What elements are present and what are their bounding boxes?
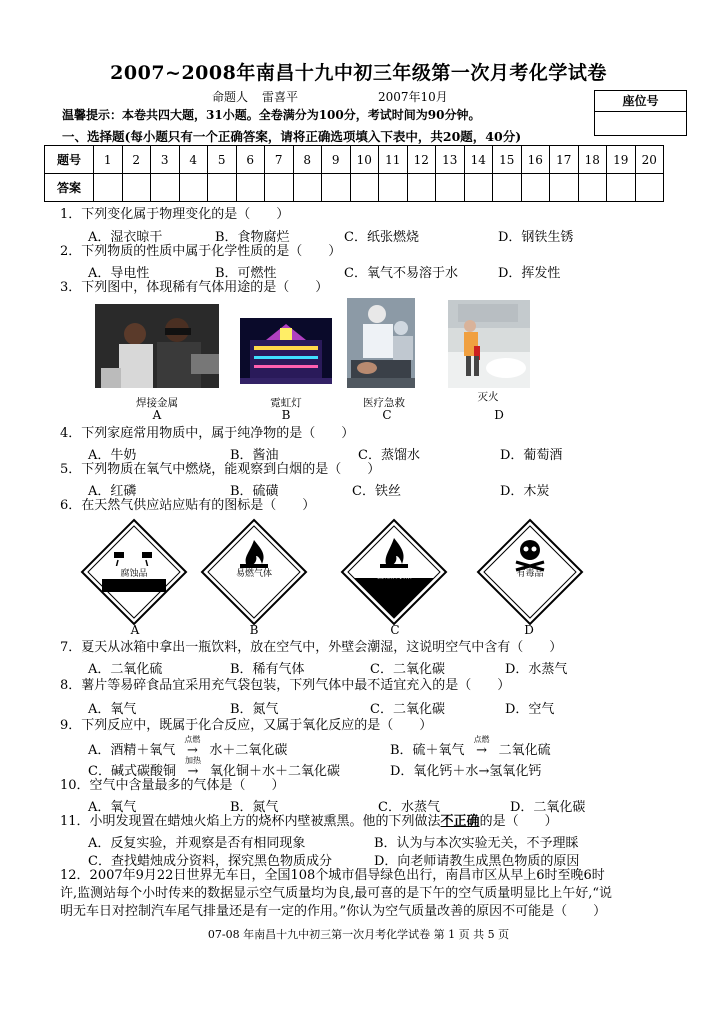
question-10-stem: 10．空气中含量最多的气体是（ ） <box>60 778 285 793</box>
q7-option-c: C．二氧化碳 <box>370 662 445 677</box>
page-title: 2007~2008年南昌十九中初三年级第一次月考化学试卷 <box>110 62 607 84</box>
fire-extinguishing-photo <box>448 300 530 388</box>
answer-cell[interactable] <box>521 174 550 202</box>
sign-c-label: 自燃物品 <box>375 571 412 581</box>
q11-option-a: A．反复实验，并观察是否有相同现象 <box>88 836 306 851</box>
question-12-line-2: 许,监测站每个小时传来的数据显示空气质量均为良,最可喜的是下午的空气质量明显比上午好,“说 <box>60 886 613 901</box>
page-footer: 07-08 年南昌十九中初三第一次月考化学试卷 第 1 页 共 5 页 <box>207 928 510 941</box>
q1-option-b: B．食物腐烂 <box>215 230 290 245</box>
author-name: 雷喜平 <box>262 90 299 104</box>
q3-label-c: C <box>382 408 392 422</box>
q5-option-a: A．红磷 <box>88 484 137 499</box>
question-number-cell: 4 <box>179 146 208 174</box>
q10-option-c: C．水蒸气 <box>378 800 440 815</box>
seat-number-box[interactable] <box>594 90 687 136</box>
q5-option-d: D．木炭 <box>500 484 550 499</box>
question-number-cell: 9 <box>322 146 351 174</box>
q10-option-d: D．二氧化碳 <box>510 800 586 815</box>
welding-photo <box>95 304 219 388</box>
neon-light-photo <box>240 318 332 384</box>
q3-label-a: A <box>152 408 162 422</box>
question-9-stem: 9．下列反应中，既属于化合反应，又属于氧化反应的是（ ） <box>60 718 433 733</box>
question-6-stem: 6．在天然气供应站应贴有的图标是（ ） <box>60 498 316 513</box>
q7-option-b: B．稀有气体 <box>230 662 305 677</box>
question-number-cell: 11 <box>379 146 408 174</box>
q9-option-d <box>390 760 541 779</box>
q11-stem-post: 的是（ ） <box>479 814 558 829</box>
sign-a-label: 腐蚀品 <box>102 566 166 579</box>
answer-cell[interactable] <box>94 174 123 202</box>
q5-option-c: C．铁丝 <box>352 484 401 499</box>
answer-cell[interactable] <box>379 174 408 202</box>
caption-fire: 灭火 <box>477 391 499 403</box>
question-number-cell: 15 <box>493 146 522 174</box>
q5-option-b: B．硫磺 <box>230 484 279 499</box>
question-number-cell: 13 <box>436 146 465 174</box>
q11-option-b: B．认为与本次实验无关，不予理睬 <box>374 836 579 851</box>
question-number-cell: 14 <box>464 146 493 174</box>
seat-number-label: 座位号 <box>595 91 686 112</box>
answer-cell[interactable] <box>293 174 322 202</box>
q2-option-c: C．氧气不易溶于水 <box>344 266 458 281</box>
answer-cell[interactable] <box>407 174 436 202</box>
answer-row-label: 答案 <box>45 174 94 202</box>
exam-date: 2007年10月 <box>378 90 448 104</box>
answer-table-answer-row <box>45 174 664 202</box>
question-number-cell: 6 <box>236 146 265 174</box>
q6-label-c: C <box>390 623 400 637</box>
answer-cell[interactable] <box>236 174 265 202</box>
q4-option-a: A．牛奶 <box>88 448 137 463</box>
q11-option-d: D．向老师请教生成黑色物质的原因 <box>374 854 580 869</box>
q11-stem-pre: 11．小明发现置在蜡烛火焰上方的烧杯内壁被熏黑。他的下列做法 <box>60 814 441 829</box>
sign-b-label: 易燃气体 <box>235 569 272 579</box>
caption-medical: 医疗急救 <box>363 397 405 409</box>
q8-option-a: A．氧气 <box>88 702 137 717</box>
q9-option-b <box>390 735 551 758</box>
q2-option-a: A．导电性 <box>88 266 150 281</box>
question-number-cell: 8 <box>293 146 322 174</box>
q10-option-a: A．氧气 <box>88 800 137 815</box>
q9-b-condition: 点燃 <box>473 735 490 744</box>
q6-label-a: A <box>130 623 140 637</box>
answer-cell[interactable] <box>265 174 294 202</box>
q8-option-b: B．氮气 <box>230 702 279 717</box>
q9-c-arrow: 加热 → <box>176 764 210 779</box>
question-3-stem: 3．下列图中，体现稀有气体用途的是（ ） <box>60 280 329 295</box>
question-number-cell: 1 <box>94 146 123 174</box>
q1-option-c: C．纸张燃烧 <box>344 230 419 245</box>
q11-option-c: C．查找蜡烛成分资料，探究黑色物质成分 <box>88 854 332 869</box>
section-1-heading: 一、选择题(每小题只有一个正确答案，请将正确选项填入下表中，共20题，40分) <box>62 129 522 144</box>
q4-option-c: C．蒸馏水 <box>358 448 420 463</box>
q2-option-d: D．挥发性 <box>498 266 561 281</box>
q9-b-arrow: 点燃 → <box>465 743 499 758</box>
q9-c-reactants: C．碱式碳酸铜 <box>88 764 176 779</box>
question-number-cell: 19 <box>607 146 636 174</box>
answer-cell[interactable] <box>322 174 351 202</box>
question-12-line-3: 明无车日对控制汽车尾气排量还是有一定的作用。”你认为空气质量改善的原因不可能是（ ） <box>60 904 607 919</box>
q9-b-products: 二氧化硫 <box>498 743 551 758</box>
answer-table <box>44 145 664 202</box>
sign-d-label: 有毒品 <box>516 569 544 579</box>
q11-stem-emphasis: 不正确 <box>440 814 480 829</box>
exam-tip: 温馨提示：本卷共四大题，31小题。全卷满分为100分，考试时间为90分钟。 <box>62 108 481 122</box>
answer-cell[interactable] <box>550 174 579 202</box>
question-number-cell: 10 <box>350 146 379 174</box>
question-7-stem: 7．夏天从冰箱中拿出一瓶饮料，放在空气中，外壁会潮湿，这说明空气中含有（ ） <box>60 640 563 655</box>
question-number-cell: 7 <box>265 146 294 174</box>
author-label: 命题人 <box>212 90 249 104</box>
question-8-stem: 8．薯片等易碎食品宜采用充气袋包装，下列气体中最不适宜充入的是（ ） <box>60 678 511 693</box>
question-4-stem: 4．下列家庭常用物质中，属于纯净物的是（ ） <box>60 426 355 441</box>
q4-option-b: B．酱油 <box>230 448 279 463</box>
q8-option-c: C．二氧化碳 <box>370 702 445 717</box>
q9-a-condition: 点燃 <box>184 735 201 744</box>
question-number-cell: 2 <box>122 146 151 174</box>
q8-option-d: D．空气 <box>505 702 555 717</box>
q3-label-b: B <box>281 408 291 422</box>
answer-cell[interactable] <box>122 174 151 202</box>
answer-cell[interactable] <box>151 174 180 202</box>
medical-emergency-photo <box>347 298 415 388</box>
q9-d-reactants: D．氧化钙＋水 <box>390 764 479 779</box>
answer-cell[interactable] <box>578 174 607 202</box>
number-row-label: 题号 <box>45 146 94 174</box>
q7-option-d: D．水蒸气 <box>505 662 568 677</box>
answer-cell[interactable] <box>436 174 465 202</box>
question-number-cell: 3 <box>151 146 180 174</box>
q4-option-d: D．葡萄酒 <box>500 448 563 463</box>
question-12-line-1: 12．2007年9月22日世界无车日，全国108个城市倡导绿色出行，南昌市区从早上6时至晚6时 <box>60 868 605 883</box>
question-number-cell: 20 <box>635 146 664 174</box>
question-1-stem: 1．下列变化属于物理变化的是（ ） <box>60 207 290 222</box>
question-5-stem: 5．下列物质在氧气中燃烧，能观察到白烟的是（ ） <box>60 462 381 477</box>
caption-welding: 焊接金属 <box>136 397 178 409</box>
q9-c-products: 氧化铜＋水＋二氧化碳 <box>209 764 340 779</box>
question-11-stem <box>60 813 558 831</box>
q9-a-arrow: 点燃 → <box>175 743 209 758</box>
question-number-cell: 5 <box>208 146 237 174</box>
caption-neon: 霓虹灯 <box>270 397 302 409</box>
question-number-cell: 12 <box>407 146 436 174</box>
answer-cell[interactable] <box>607 174 636 202</box>
q6-label-d: D <box>524 623 534 637</box>
question-number-cell: 17 <box>550 146 579 174</box>
q9-a-products: 水＋二氧化碳 <box>209 743 288 758</box>
question-number-cell: 16 <box>521 146 550 174</box>
answer-cell[interactable] <box>208 174 237 202</box>
q6-label-b: B <box>249 623 259 637</box>
q9-b-reactants: B．硫＋氧气 <box>390 743 465 758</box>
answer-cell[interactable] <box>493 174 522 202</box>
q1-option-a: A．湿衣晾干 <box>88 230 163 245</box>
question-2-stem: 2．下列物质的性质中属于化学性质的是（ ） <box>60 244 342 259</box>
question-number-cell: 18 <box>578 146 607 174</box>
q10-option-b: B．氮气 <box>230 800 279 815</box>
answer-cell[interactable] <box>464 174 493 202</box>
q9-a-reactants: A．酒精＋氧气 <box>88 743 176 758</box>
q9-d-arrow: → <box>478 764 490 779</box>
answer-cell[interactable] <box>635 174 664 202</box>
q3-label-d: D <box>494 408 504 422</box>
answer-cell[interactable] <box>179 174 208 202</box>
q9-c-condition: 加热 <box>184 756 201 765</box>
answer-cell[interactable] <box>350 174 379 202</box>
q9-d-products: 氢氧化钙 <box>489 764 542 779</box>
q2-option-b: B．可燃性 <box>215 266 277 281</box>
q7-option-a: A．二氧化硫 <box>88 662 163 677</box>
answer-table-number-row <box>45 146 664 174</box>
q1-option-d: D．钢铁生锈 <box>498 230 574 245</box>
